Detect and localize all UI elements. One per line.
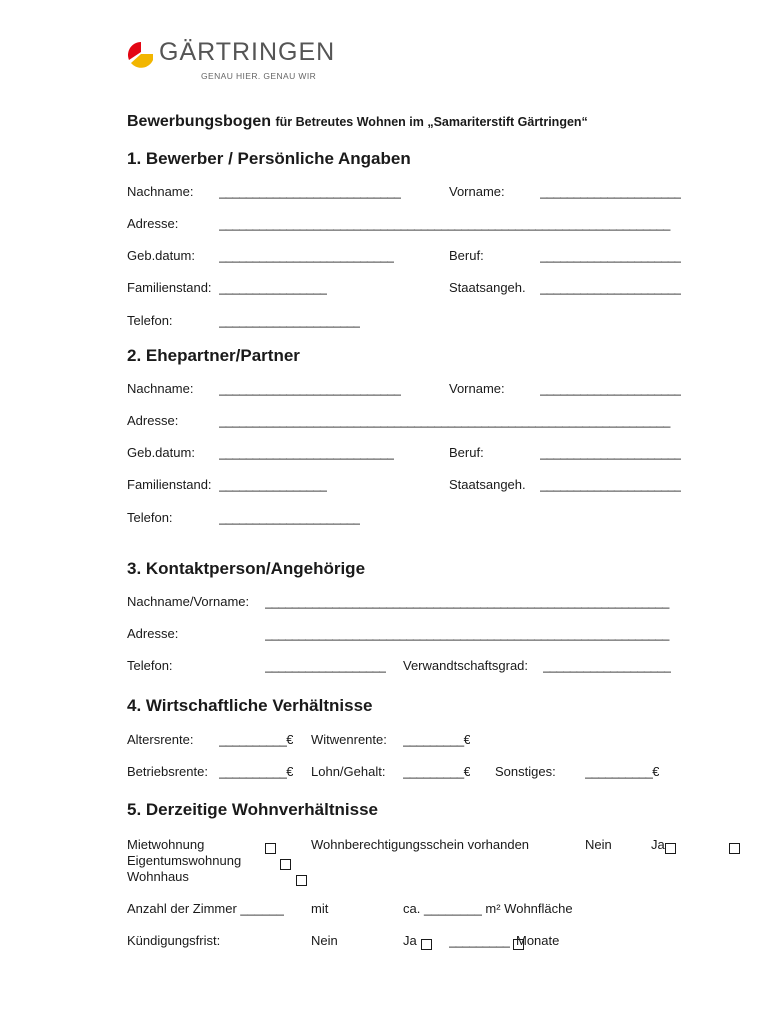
s1-nachname-field[interactable]: ___________________________ (219, 184, 401, 199)
s1-familienstand-field[interactable]: ________________ (219, 280, 327, 295)
s2-nachname-label: Nachname: (127, 381, 194, 396)
s4-witwenrente-field[interactable]: _________€ (403, 732, 471, 747)
s1-staats-field[interactable]: _____________________ (540, 280, 682, 295)
s4-altersrente-label: Altersrente: (127, 732, 194, 747)
s1-staats-label: Staatsangeh. (449, 280, 526, 295)
s5-miet-checkbox[interactable] (265, 843, 276, 854)
s5-eigentum-label: Eigentumswohnung (127, 853, 242, 868)
logo-name: GÄRTRINGEN (159, 38, 336, 66)
s5-wbs-label: Wohnberechtigungsschein vorhanden (311, 837, 530, 852)
s4-witwenrente-label: Witwenrente: (311, 732, 387, 747)
s2-familienstand-label: Familienstand: (127, 477, 212, 492)
s5-kuendigung-label: Kündigungsfrist: (127, 933, 221, 948)
s4-betriebsrente-label: Betriebsrente: (127, 764, 208, 779)
s4-altersrente-field[interactable]: __________€ (219, 732, 294, 747)
s2-vorname-field[interactable]: _____________________ (540, 381, 682, 396)
s4-betriebsrente-field[interactable]: __________€ (219, 764, 294, 779)
s5-eigentum-checkbox[interactable] (280, 859, 291, 870)
s2-geb-field[interactable]: __________________________ (219, 445, 394, 460)
s1-vorname-label: Vorname: (449, 184, 505, 199)
logo-mark-icon (127, 40, 155, 70)
section-1-heading: 1. Bewerber / Persönliche Angaben (127, 149, 411, 168)
s4-lohn-field[interactable]: _________€ (403, 764, 471, 779)
s1-geb-field[interactable]: __________________________ (219, 248, 394, 263)
s5-monate-field[interactable]: _________ (449, 933, 510, 948)
s2-staats-label: Staatsangeh. (449, 477, 526, 492)
s1-nachname-label: Nachname: (127, 184, 194, 199)
s5-wbs-nein-checkbox[interactable] (665, 843, 676, 854)
s1-vorname-field[interactable]: _____________________ (540, 184, 682, 199)
s1-telefon-label: Telefon: (127, 313, 173, 328)
s3-verwandt-label: Verwandtschaftsgrad: (403, 658, 529, 673)
section-2-heading: 2. Ehepartner/Partner (127, 346, 300, 365)
s1-familienstand-label: Familienstand: (127, 280, 212, 295)
s2-beruf-label: Beruf: (449, 445, 484, 460)
s4-sonstiges-field[interactable]: __________€ (585, 764, 660, 779)
s1-geb-label: Geb.datum: (127, 248, 195, 263)
s3-name-label: Nachname/Vorname: (127, 594, 250, 609)
s2-beruf-field[interactable]: _____________________ (540, 445, 682, 460)
s3-telefon-field[interactable]: __________________ (265, 658, 387, 673)
s2-adresse-field[interactable]: ___________________________________________________________________ (219, 413, 670, 428)
s5-kuendigung-nein-label: Nein (311, 933, 338, 948)
s1-beruf-label: Beruf: (449, 248, 484, 263)
s1-adresse-label: Adresse: (127, 216, 179, 231)
s5-wbs-ja-label: Ja (651, 837, 665, 852)
s5-flaeche-field[interactable]: ca. ________ m² Wohnfläche (403, 901, 573, 916)
s5-monate-label: Monate (516, 933, 560, 948)
s5-wbs-ja-checkbox[interactable] (729, 843, 740, 854)
s3-adresse-field[interactable]: ____________________________________________________________ (265, 626, 669, 641)
s2-telefon-label: Telefon: (127, 510, 173, 525)
s5-miet-label: Mietwohnung (127, 837, 205, 852)
section-5-heading: 5. Derzeitige Wohnverhältnisse (127, 800, 378, 819)
s4-sonstiges-label: Sonstiges: (495, 764, 556, 779)
s5-mit-label: mit (311, 901, 329, 916)
logo-tagline: GENAU HIER. GENAU WIR (201, 71, 317, 81)
s3-name-field[interactable]: ____________________________________________________________ (265, 594, 669, 609)
s5-haus-label: Wohnhaus (127, 869, 189, 884)
form-title-sub: für Betreutes Wohnen im „Samariterstift Gärtringen“ (275, 115, 588, 129)
s2-staats-field[interactable]: _____________________ (540, 477, 682, 492)
s5-kuendigung-ja-label: Ja (403, 933, 417, 948)
s1-telefon-field[interactable]: _____________________ (219, 313, 361, 328)
s2-geb-label: Geb.datum: (127, 445, 195, 460)
s5-kuendigung-nein-checkbox[interactable] (421, 939, 432, 950)
form-title (127, 113, 588, 131)
s1-beruf-field[interactable]: _____________________ (540, 248, 682, 263)
s2-adresse-label: Adresse: (127, 413, 179, 428)
s3-telefon-label: Telefon: (127, 658, 173, 673)
section-4-heading: 4. Wirtschaftliche Verhältnisse (127, 696, 373, 715)
s3-adresse-label: Adresse: (127, 626, 179, 641)
s2-nachname-field[interactable]: ___________________________ (219, 381, 401, 396)
s5-wbs-nein-label: Nein (585, 837, 612, 852)
s1-adresse-field[interactable]: ___________________________________________________________________ (219, 216, 670, 231)
s5-haus-checkbox[interactable] (296, 875, 307, 886)
s5-zimmer-field[interactable]: Anzahl der Zimmer ______ (127, 901, 284, 916)
s4-lohn-label: Lohn/Gehalt: (311, 764, 386, 779)
s2-familienstand-field[interactable]: ________________ (219, 477, 327, 492)
s2-vorname-label: Vorname: (449, 381, 505, 396)
s3-verwandt-field[interactable]: ___________________ (543, 658, 671, 673)
form-title-main: Bewerbungsbogen (127, 113, 272, 130)
s2-telefon-field[interactable]: _____________________ (219, 510, 361, 525)
section-3-heading: 3. Kontaktperson/Angehörige (127, 559, 366, 578)
